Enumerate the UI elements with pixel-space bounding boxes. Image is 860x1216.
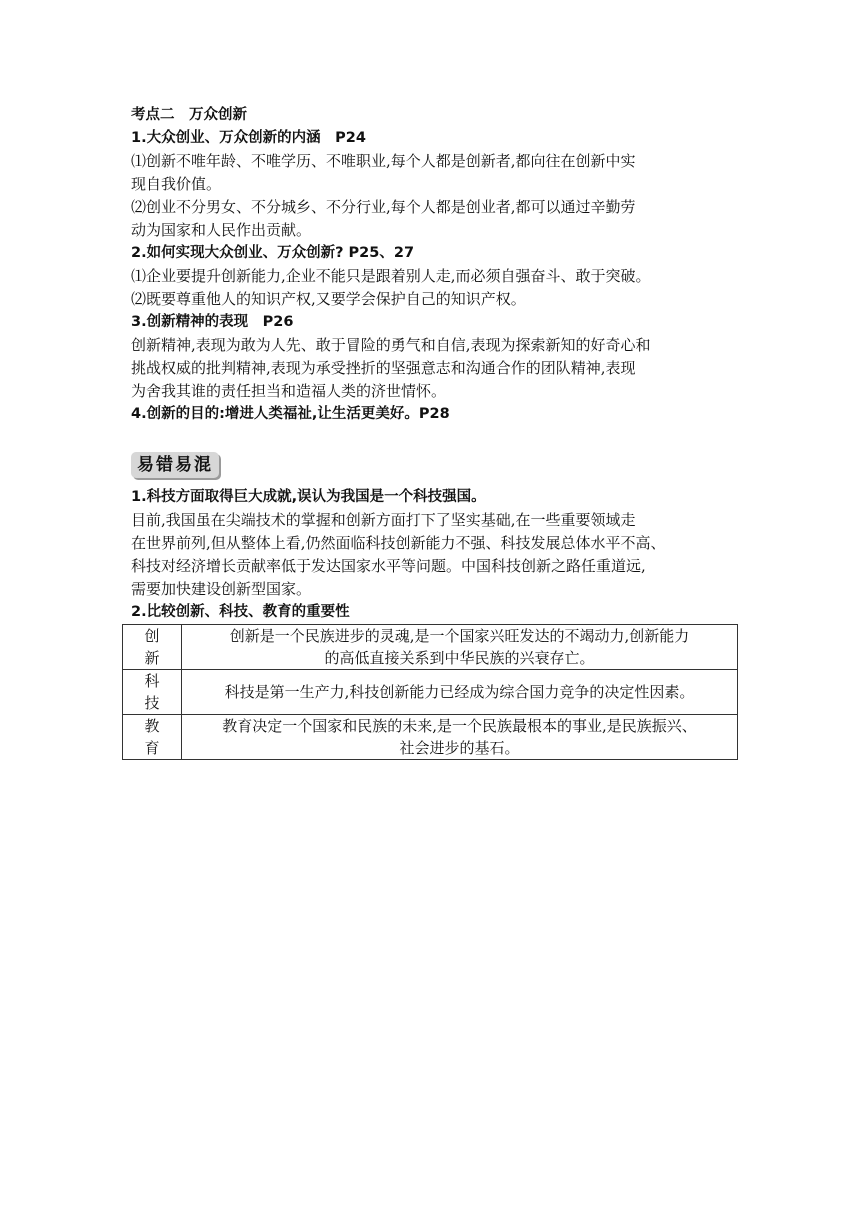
q3-line: 挑战权威的批判精神,表现为承受挫折的坚强意志和沟通合作的团队精神,表现	[131, 359, 636, 377]
q3-line: 创新精神,表现为敢为人先、敢于冒险的勇气和自信,表现为探索新知的好奇心和	[131, 336, 651, 354]
q1-line: 现自我价值。	[131, 175, 222, 193]
row-value-line: 教育决定一个国家和民族的未来,是一个民族最根本的事业,是民族振兴、	[222, 717, 697, 735]
row-key	[123, 670, 182, 715]
error-tag-wrap	[131, 452, 741, 480]
comparison-table	[122, 624, 738, 760]
e1-line: 在世界前列,但从整体上看,仍然面临科技创新能力不强、科技发展总体水平不高、	[131, 534, 666, 552]
row-value-line: 社会进步的基石。	[399, 739, 520, 757]
q1-heading: 1.大众创业、万众创新的内涵 P24	[131, 130, 366, 146]
row-value-line: 创新是一个民族进步的灵魂,是一个国家兴旺发达的不竭动力,创新能力	[229, 627, 690, 645]
table-row	[123, 625, 738, 670]
e1-line: 需要加快建设创新型国家。	[131, 580, 312, 598]
row-value	[182, 670, 738, 715]
row-key-char: 育	[144, 739, 160, 757]
e1-line: 科技对经济增长贡献率低于发达国家水平等问题。中国科技创新之路任重道远,	[131, 557, 646, 575]
row-value	[182, 625, 738, 670]
q2-heading: 2.如何实现大众创业、万众创新? P25、27	[131, 245, 415, 261]
row-key	[123, 625, 182, 670]
e1-heading: 1.科技方面取得巨大成就,误认为我国是一个科技强国。	[131, 489, 486, 505]
e1-line: 目前,我国虽在尖端技术的掌握和创新方面打下了坚实基础,在一些重要领域走	[131, 511, 636, 529]
document-page	[131, 104, 741, 760]
table-row	[123, 670, 738, 715]
q4-heading: 4.创新的目的:增进人类福祉,让生活更美好。P28	[131, 406, 450, 422]
row-value-line: 科技是第一生产力,科技创新能力已经成为综合国力竞争的决定性因素。	[224, 683, 695, 701]
e2-heading: 2.比较创新、科技、教育的重要性	[131, 604, 350, 620]
q1-line: ⑵创业不分男女、不分城乡、不分行业,每个人都是创业者,都可以通过辛勤劳	[131, 198, 636, 216]
q3-heading: 3.创新精神的表现 P26	[131, 314, 294, 330]
row-key-char: 新	[144, 649, 160, 667]
row-key-char: 技	[144, 694, 160, 712]
error-prone-tag: 易错易混	[131, 452, 219, 478]
row-key-char: 科	[144, 672, 160, 690]
row-value	[182, 715, 738, 760]
q1-line: 动为国家和人民作出贡献。	[131, 221, 312, 239]
row-value-line: 的高低直接关系到中华民族的兴衰存亡。	[324, 649, 595, 667]
q2-line: ⑵既要尊重他人的知识产权,又要学会保护自己的知识产权。	[131, 290, 526, 308]
q2-line: ⑴企业要提升创新能力,企业不能只是跟着别人走,而必须自强奋斗、敢于突破。	[131, 267, 651, 285]
section-title: 考点二 万众创新	[131, 107, 247, 123]
row-key-char: 教	[144, 717, 160, 735]
q3-line: 为舍我其谁的责任担当和造福人类的济世情怀。	[131, 382, 447, 400]
q1-line: ⑴创新不唯年龄、不唯学历、不唯职业,每个人都是创新者,都向往在创新中实	[131, 152, 636, 170]
row-key	[123, 715, 182, 760]
table-row	[123, 715, 738, 760]
row-key-char: 创	[144, 627, 160, 645]
